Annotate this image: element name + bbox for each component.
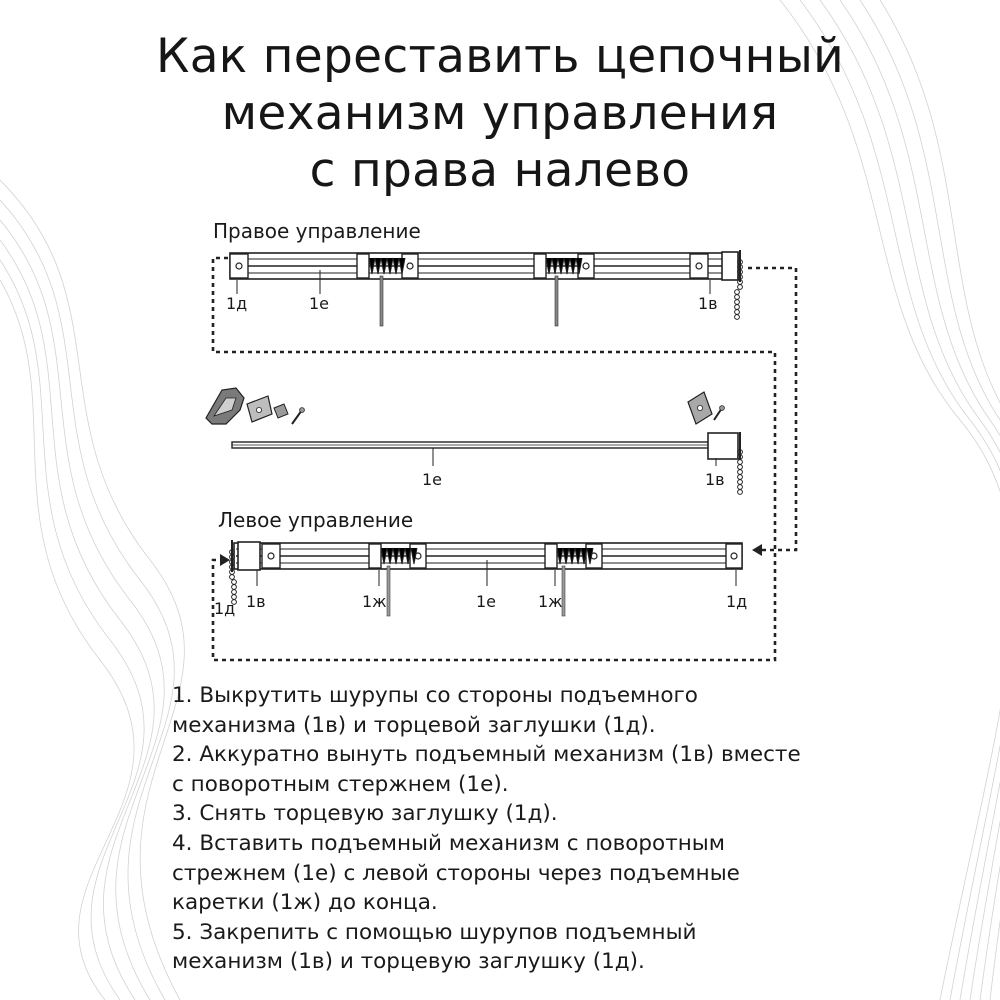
lifting-mechanism-1v [708, 433, 738, 459]
instruction-line: с поворотным стержнем (1е). [172, 771, 509, 797]
callout-rod-top: 1е [309, 294, 330, 313]
instruction-line: 3. Снять торцевую заглушку (1д). [172, 801, 558, 827]
callout-rod-bottom: 1е [476, 592, 497, 611]
instruction-line: 1. Выкрутить шурупы со стороны подъемного [172, 683, 698, 708]
clip-plate-icon-right [688, 392, 712, 424]
end-cap-bracket-icon [206, 388, 244, 424]
arrow-to-left-end [220, 554, 230, 566]
screw-icon-left [292, 408, 304, 424]
lifting-mechanism-1v [722, 252, 738, 280]
callout-mechanism-top: 1в [698, 294, 718, 313]
callout-end-cap-bottom-left: 1д [214, 599, 236, 618]
title-line-3: с права налево [309, 143, 691, 198]
instruction-line: механизм (1в) и торцевую заглушку (1д). [172, 949, 645, 975]
instruction-line: 4. Вставить подъемный механизм с поворотным [172, 830, 725, 856]
instruction-line: 2. Аккуратно вынуть подъемный механизм (1в) вместе [172, 742, 801, 768]
screw-icon-right [714, 406, 724, 420]
callout-rod-middle: 1е [422, 470, 443, 489]
instruction-line: механизма (1в) и торцевой заглушки (1д). [172, 712, 656, 738]
rod-with-mechanism [232, 432, 742, 494]
callout-mechanism-bottom: 1в [246, 592, 266, 611]
end-cap-1d [726, 544, 742, 568]
callout-end-cap-top: 1д [226, 294, 248, 313]
instruction-line: каретки (1ж) до конца. [172, 890, 438, 916]
right-control-label: Правое управление [213, 219, 421, 243]
clip-plate-icon-left [247, 396, 288, 422]
arrow-to-right-end [752, 544, 762, 556]
title-line-2: механизм управления [221, 86, 779, 141]
callout-carriage-right: 1ж [538, 592, 563, 611]
title-line-1: Как переставить цепочный [156, 29, 844, 84]
callout-mechanism-middle: 1в [705, 470, 725, 489]
instruction-list [172, 681, 972, 977]
callout-carriage-left: 1ж [362, 592, 387, 611]
instruction-line: стрежнем (1е) с левой стороны через подъемные [172, 860, 740, 886]
callout-end-cap-bottom-right: 1д [726, 592, 748, 611]
headrail-right-control [230, 250, 742, 326]
lifting-mechanism-1v [238, 542, 260, 570]
instruction-line: 5. Закрепить с помощью шурупов подъемный [172, 919, 697, 945]
left-control-label: Левое управление [218, 508, 414, 532]
end-cap-1d [230, 254, 248, 278]
